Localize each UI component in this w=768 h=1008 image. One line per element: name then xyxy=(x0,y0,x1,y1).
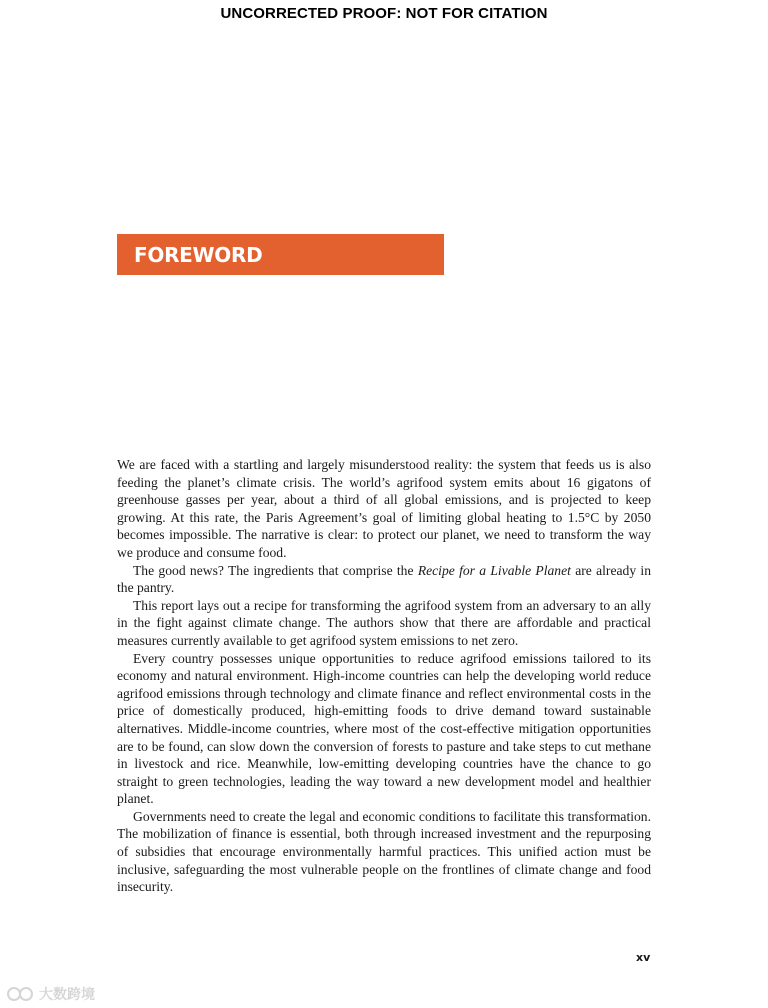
section-title-banner xyxy=(117,234,444,275)
page-number: xv xyxy=(636,951,651,964)
paragraph-2 xyxy=(117,562,651,597)
watermark xyxy=(6,984,95,1004)
foreword-body xyxy=(117,456,651,896)
paragraph-3: This report lays out a recipe for transforming the agrifood system from an adversary to an ally in the fight against climate change. The authors show that there are affordable and practical measures currently available to get agrifood system emissions to net zero. xyxy=(117,597,651,648)
report-title-italic: Recipe for a Livable Planet xyxy=(417,562,571,578)
paragraph-4: Every country possesses unique opportunities to reduce agrifood emissions tailored to its economy and natural environment. High-income countries can help the developing world reduce agrifood emissions through technology and climate finance and reflect environmental costs in the price of domestically produced, high-emitting foods to drive demand toward sustainable alternatives. Middle-income countries, where most of the cost-effective mitigation opportunities are to be found, can slow down the conversion of forests to pasture and take steps to cut methane in livestock and rice. Meanwhile, low-emitting developing countries have the chance to go straight to green technologies, leading the way toward a new development model and healthier planet. xyxy=(117,650,651,807)
section-title: FOREWORD xyxy=(134,242,263,267)
paragraph-1: We are faced with a startling and largely misunderstood reality: the system that feeds us is also feeding the planet’s climate crisis. The world’s agrifood system emits about 16 gigatons of greenhouse gasses per year, about a third of all global emissions, and is projected to keep growing. At this rate, the Paris Agreement’s goal of limiting global heating to 1.5°C by 2050 becomes impossible. The narrative is clear: to protect our planet, we need to transform the way we produce and consume food. xyxy=(117,457,651,560)
watermark-logo-icon xyxy=(6,986,36,1002)
watermark-text: 大数跨境 xyxy=(39,987,95,1003)
proof-notice-header: UNCORRECTED PROOF: NOT FOR CITATION xyxy=(220,5,548,22)
paragraph-2-tail: are already in the pantry. xyxy=(117,562,651,596)
paragraph-2-lead: The good news? The ingredients that comprise the xyxy=(133,562,418,578)
paragraph-5: Governments need to create the legal and economic conditions to facilitate this transformation. The mobilization of finance is essential, both through increased investment and the repurposing of subsidies that encourage environmentally harmful practices. This unified action must be inclusive, safeguarding the most vulnerable people on the frontlines of climate change and food insecurity. xyxy=(117,808,651,895)
